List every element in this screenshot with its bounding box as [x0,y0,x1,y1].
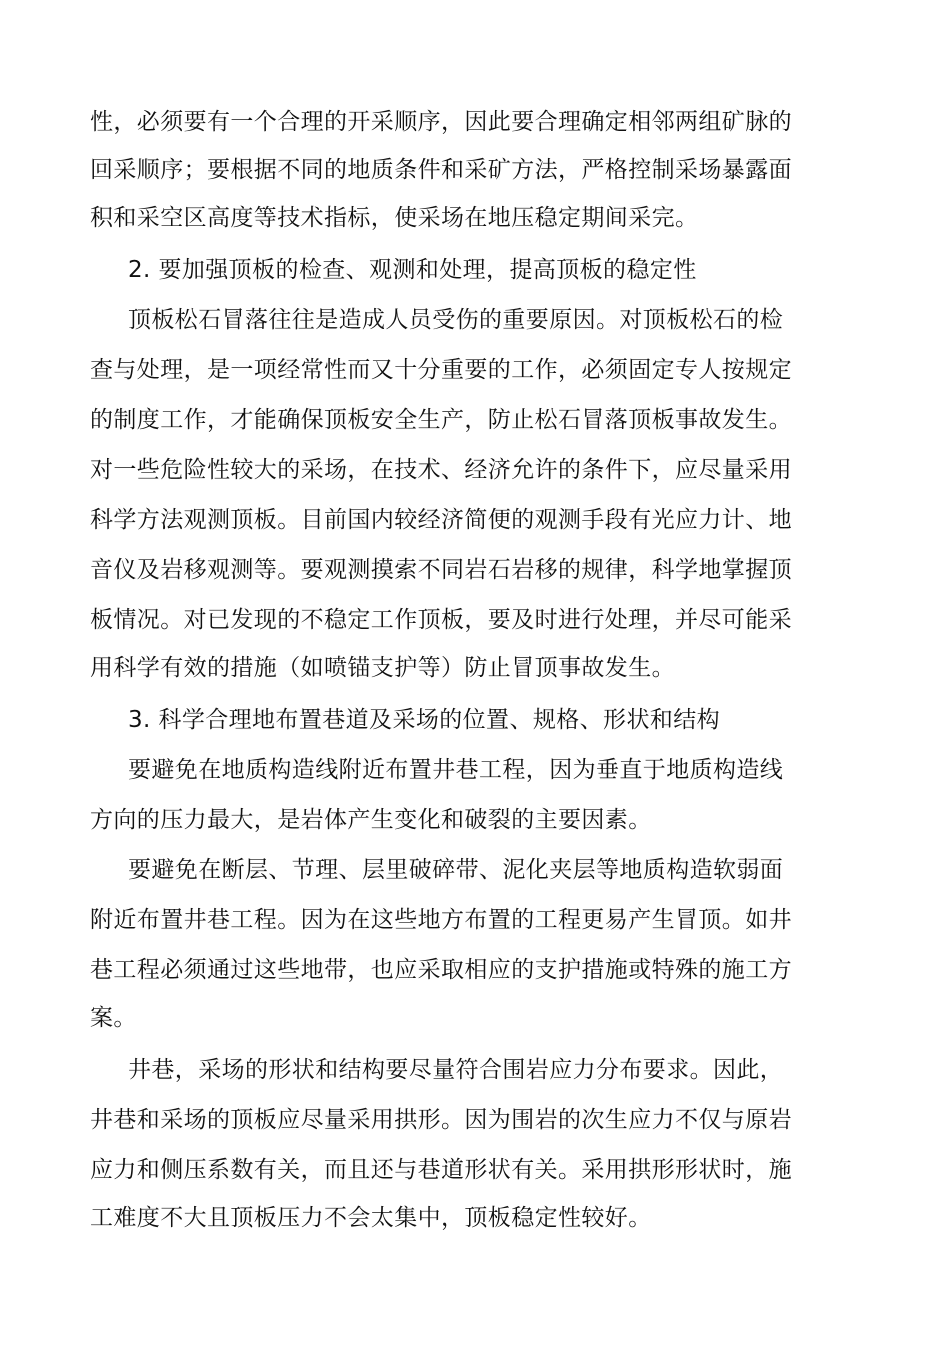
text-line: 应力和侧压系数有关，而且还与巷道形状有关。采用拱形形状时，施 [90,1157,792,1183]
text-line: 音仪及岩移观测等。要观测摸索不同岩石岩移的规律，科学地掌握顶 [90,557,792,583]
text-line: 方向的压力最大，是岩体产生变化和破裂的主要因素。 [90,807,652,833]
text-line: 要避免在断层、节理、层里破碎带、泥化夹层等地质构造软弱面 [128,857,784,883]
section-heading: 3. 科学合理地布置巷道及采场的位置、规格、形状和结构 [128,707,721,733]
text-line: 回采顺序；要根据不同的地质条件和采矿方法，严格控制采场暴露面 [90,157,792,183]
text-line: 的制度工作，才能确保顶板安全生产，防止松石冒落顶板事故发生。 [90,407,792,433]
text-line: 井巷，采场的形状和结构要尽量符合围岩应力分布要求。因此， [128,1057,784,1083]
text-line: 工难度不大且顶板压力不会太集中，顶板稳定性较好。 [90,1205,652,1231]
text-line: 巷工程必须通过这些地带，也应采取相应的支护措施或特殊的施工方 [90,957,792,983]
section-heading: 2. 要加强顶板的检查、观测和处理，提高顶板的稳定性 [128,257,697,283]
text-line: 对一些危险性较大的采场，在技术、经济允许的条件下，应尽量采用 [90,457,792,483]
text-line: 科学方法观测顶板。目前国内较经济简便的观测手段有光应力计、地 [90,507,792,533]
text-line: 顶板松石冒落往往是造成人员受伤的重要原因。对顶板松石的检 [128,307,784,333]
text-line: 案。 [90,1005,137,1031]
text-line: 附近布置井巷工程。因为在这些地方布置的工程更易产生冒顶。如井 [90,907,792,933]
text-line: 积和采空区高度等技术指标，使采场在地压稳定期间采完。 [90,205,699,231]
text-line: 查与处理，是一项经常性而又十分重要的工作，必须固定专人按规定 [90,357,792,383]
text-line: 井巷和采场的顶板应尽量采用拱形。因为围岩的次生应力不仅与原岩 [90,1107,792,1133]
text-line: 板情况。对已发现的不稳定工作顶板，要及时进行处理，并尽可能采 [90,607,792,633]
text-line: 用科学有效的措施（如喷锚支护等）防止冒顶事故发生。 [90,655,675,681]
text-line: 性，必须要有一个合理的开采顺序，因此要合理确定相邻两组矿脉的 [90,109,792,135]
text-line: 要避免在地质构造线附近布置井巷工程，因为垂直于地质构造线 [128,757,784,783]
